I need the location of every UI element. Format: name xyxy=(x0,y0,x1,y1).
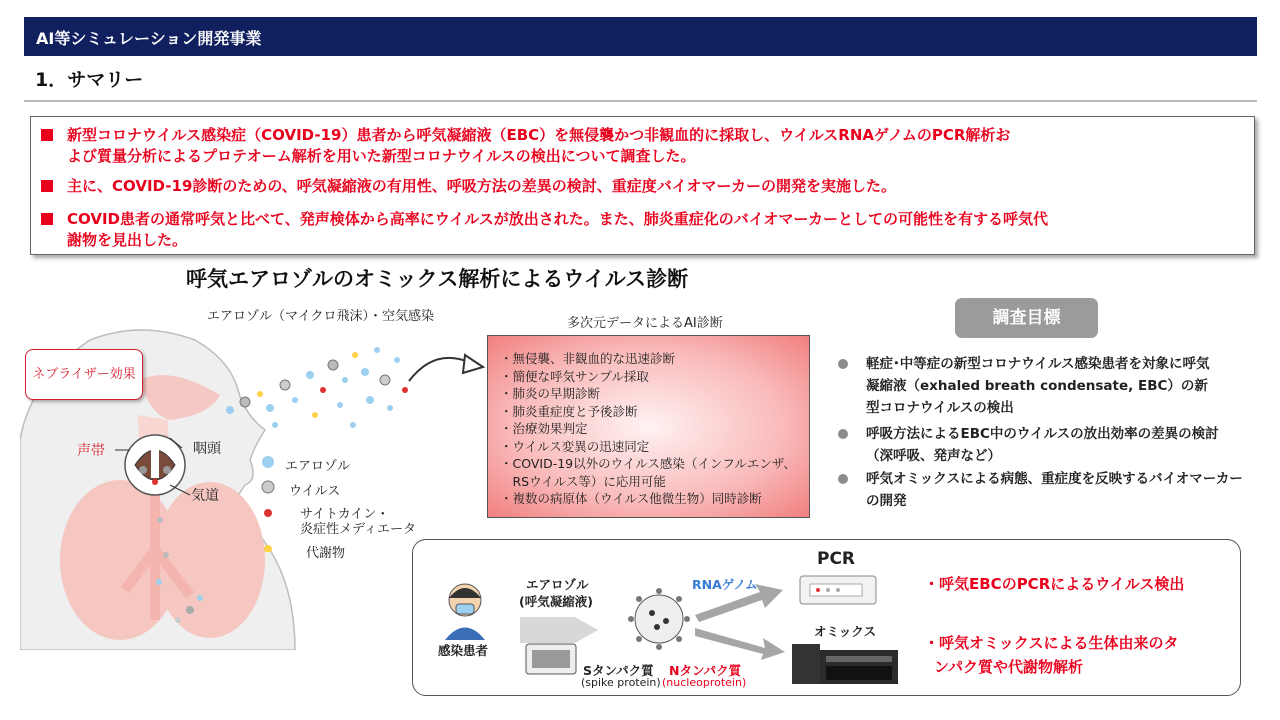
goal-item xyxy=(838,423,1268,467)
ai-item: ・COVID-19以外のウイルス感染（インフルエンザ、 xyxy=(500,456,797,471)
section-title: 1．サマリー xyxy=(35,69,144,91)
summary-text-line: 新型コロナウイルス感染症（COVID-19）患者から呼気凝縮液（EBC）を無侵襲かつ非観血的に採取し、ウイルスRNAゲノムのPCR解析お xyxy=(67,126,1011,144)
omics-label: オミックス xyxy=(814,624,877,639)
square-bullet-icon xyxy=(41,180,53,192)
ai-diagnosis-box xyxy=(487,335,810,518)
ai-item: ・肺炎の早期診断 xyxy=(500,386,601,401)
ai-item: RSウイルス等）に応用可能 xyxy=(500,473,666,489)
cytokine-icon xyxy=(264,509,272,517)
goal-badge: 調査目標 xyxy=(955,298,1098,338)
patient-label: 感染患者 xyxy=(438,643,489,658)
goal-line: （深呼吸、発声など） xyxy=(866,448,1001,464)
square-bullet-icon xyxy=(41,213,53,225)
aerosol-label-1: エアロゾル xyxy=(526,577,589,592)
vocal-cords-label: 声帯 xyxy=(77,443,105,459)
legend-metabolite: 代謝物 xyxy=(306,546,346,561)
summary-item xyxy=(41,209,1241,251)
ai-item: ・肺炎重症度と予後診断 xyxy=(500,403,638,419)
goal-item xyxy=(838,468,1268,512)
curved-arrow-icon xyxy=(405,345,487,385)
mass-spectrometer-icon xyxy=(790,640,900,686)
summary-text-line: 謝物を見出した。 xyxy=(67,231,188,249)
ai-item: ・簡便な呼気サンプル採取 xyxy=(500,368,649,384)
ai-item: ・治療効果判定 xyxy=(500,421,588,436)
result-omics-line2: ンパク質や代謝物解析 xyxy=(934,658,1083,676)
aerosol-spray-illustration xyxy=(215,330,415,440)
legend-icons xyxy=(258,452,288,552)
goal-line: 呼吸方法によるEBC中のウイルスの放出効率の差異の検討 xyxy=(866,426,1219,442)
circle-bullet-icon xyxy=(838,359,848,369)
goal-line: 軽症･中等症の新型コロナウイルス感染患者を対象に呼気 xyxy=(866,356,1210,372)
goal-line: の開発 xyxy=(866,493,907,509)
rna-genome-label: RNAゲノム xyxy=(692,577,758,592)
airway-label: 気道 xyxy=(191,488,219,504)
ai-item: ・ウイルス変異の迅速同定 xyxy=(500,438,650,454)
summary-text-line: 主に、COVID-19診断のための、呼気凝縮液の有用性、呼吸方法の差異の検討、重症度バイオマーカーの開発を実施した。 xyxy=(67,177,897,195)
aerosol-label-2: (呼気凝縮液) xyxy=(519,594,593,609)
goal-line: 型コロナウイルスの検出 xyxy=(866,400,1014,416)
virus-icon xyxy=(262,481,274,493)
header-title: AI等シミュレーション開発事業 xyxy=(36,29,262,48)
pcr-device-icon xyxy=(798,572,878,608)
circle-bullet-icon xyxy=(838,474,848,484)
summary-box xyxy=(30,116,1255,255)
header-bar xyxy=(24,17,1257,56)
ai-item: ・無侵襲、非観血的な迅速診断 xyxy=(500,351,676,366)
summary-text-line: COVID患者の通常呼気と比べて、発声検体から高率にウイルスが放出された。また、肺炎重症化のバイオマーカーとしての可能性を有する呼気代 xyxy=(67,210,1049,228)
s-protein-label: Sタンパク質 xyxy=(583,663,654,678)
summary-text-line: よび質量分析によるプロテオーム解析を用いた新型コロナウイルスの検出について調査した。 xyxy=(67,147,696,165)
legend-virus: ウイルス xyxy=(289,484,341,499)
legend-cytokine-1: サイトカイン・ xyxy=(300,507,390,522)
legend-cytokine-2: 炎症性メディエータ xyxy=(300,522,416,537)
metabolite-icon xyxy=(264,545,272,552)
ai-caption: 多次元データによるAI診断 xyxy=(567,316,723,331)
ai-item: ・複数の病原体（ウイルス他微生物）同時診断 xyxy=(500,491,762,506)
goal-line: 凝縮液（exhaled breath condensate, EBC）の新 xyxy=(866,378,1208,394)
patient-icon xyxy=(440,580,490,640)
diagram-title: 呼気エアロゾルのオミックス解析によるウイルス診断 xyxy=(186,267,689,291)
result-omics-line1: ・呼気オミックスによる生体由来のタ xyxy=(924,634,1179,652)
square-bullet-icon xyxy=(41,129,53,141)
section-divider xyxy=(24,100,1257,102)
nebulizer-callout: ネブライザー効果 xyxy=(25,349,143,400)
pcr-label: PCR xyxy=(817,549,856,569)
aerosol-caption: エアロゾル（マイクロ飛沫）・空気感染 xyxy=(207,309,434,324)
s-protein-en-label: (spike protein) xyxy=(581,676,661,689)
virus-particle-icon xyxy=(624,585,694,653)
pharynx-label: 咽頭 xyxy=(193,441,221,457)
n-protein-en-label: (nucleoprotein) xyxy=(662,676,747,689)
aerosol-icon xyxy=(262,456,274,468)
result-pcr: ・呼気EBCのPCRによるウイルス検出 xyxy=(924,575,1185,593)
summary-item xyxy=(41,125,1241,167)
n-protein-label: Nタンパク質 xyxy=(669,663,742,678)
legend-aerosol: エアロゾル xyxy=(285,459,351,474)
goal-item xyxy=(838,353,1268,419)
summary-item xyxy=(41,176,1241,197)
branch-arrows-icon xyxy=(695,580,790,660)
goal-line: 呼気オミックスによる病態、重症度を反映するバイオマーカー xyxy=(866,471,1243,487)
circle-bullet-icon xyxy=(838,429,848,439)
